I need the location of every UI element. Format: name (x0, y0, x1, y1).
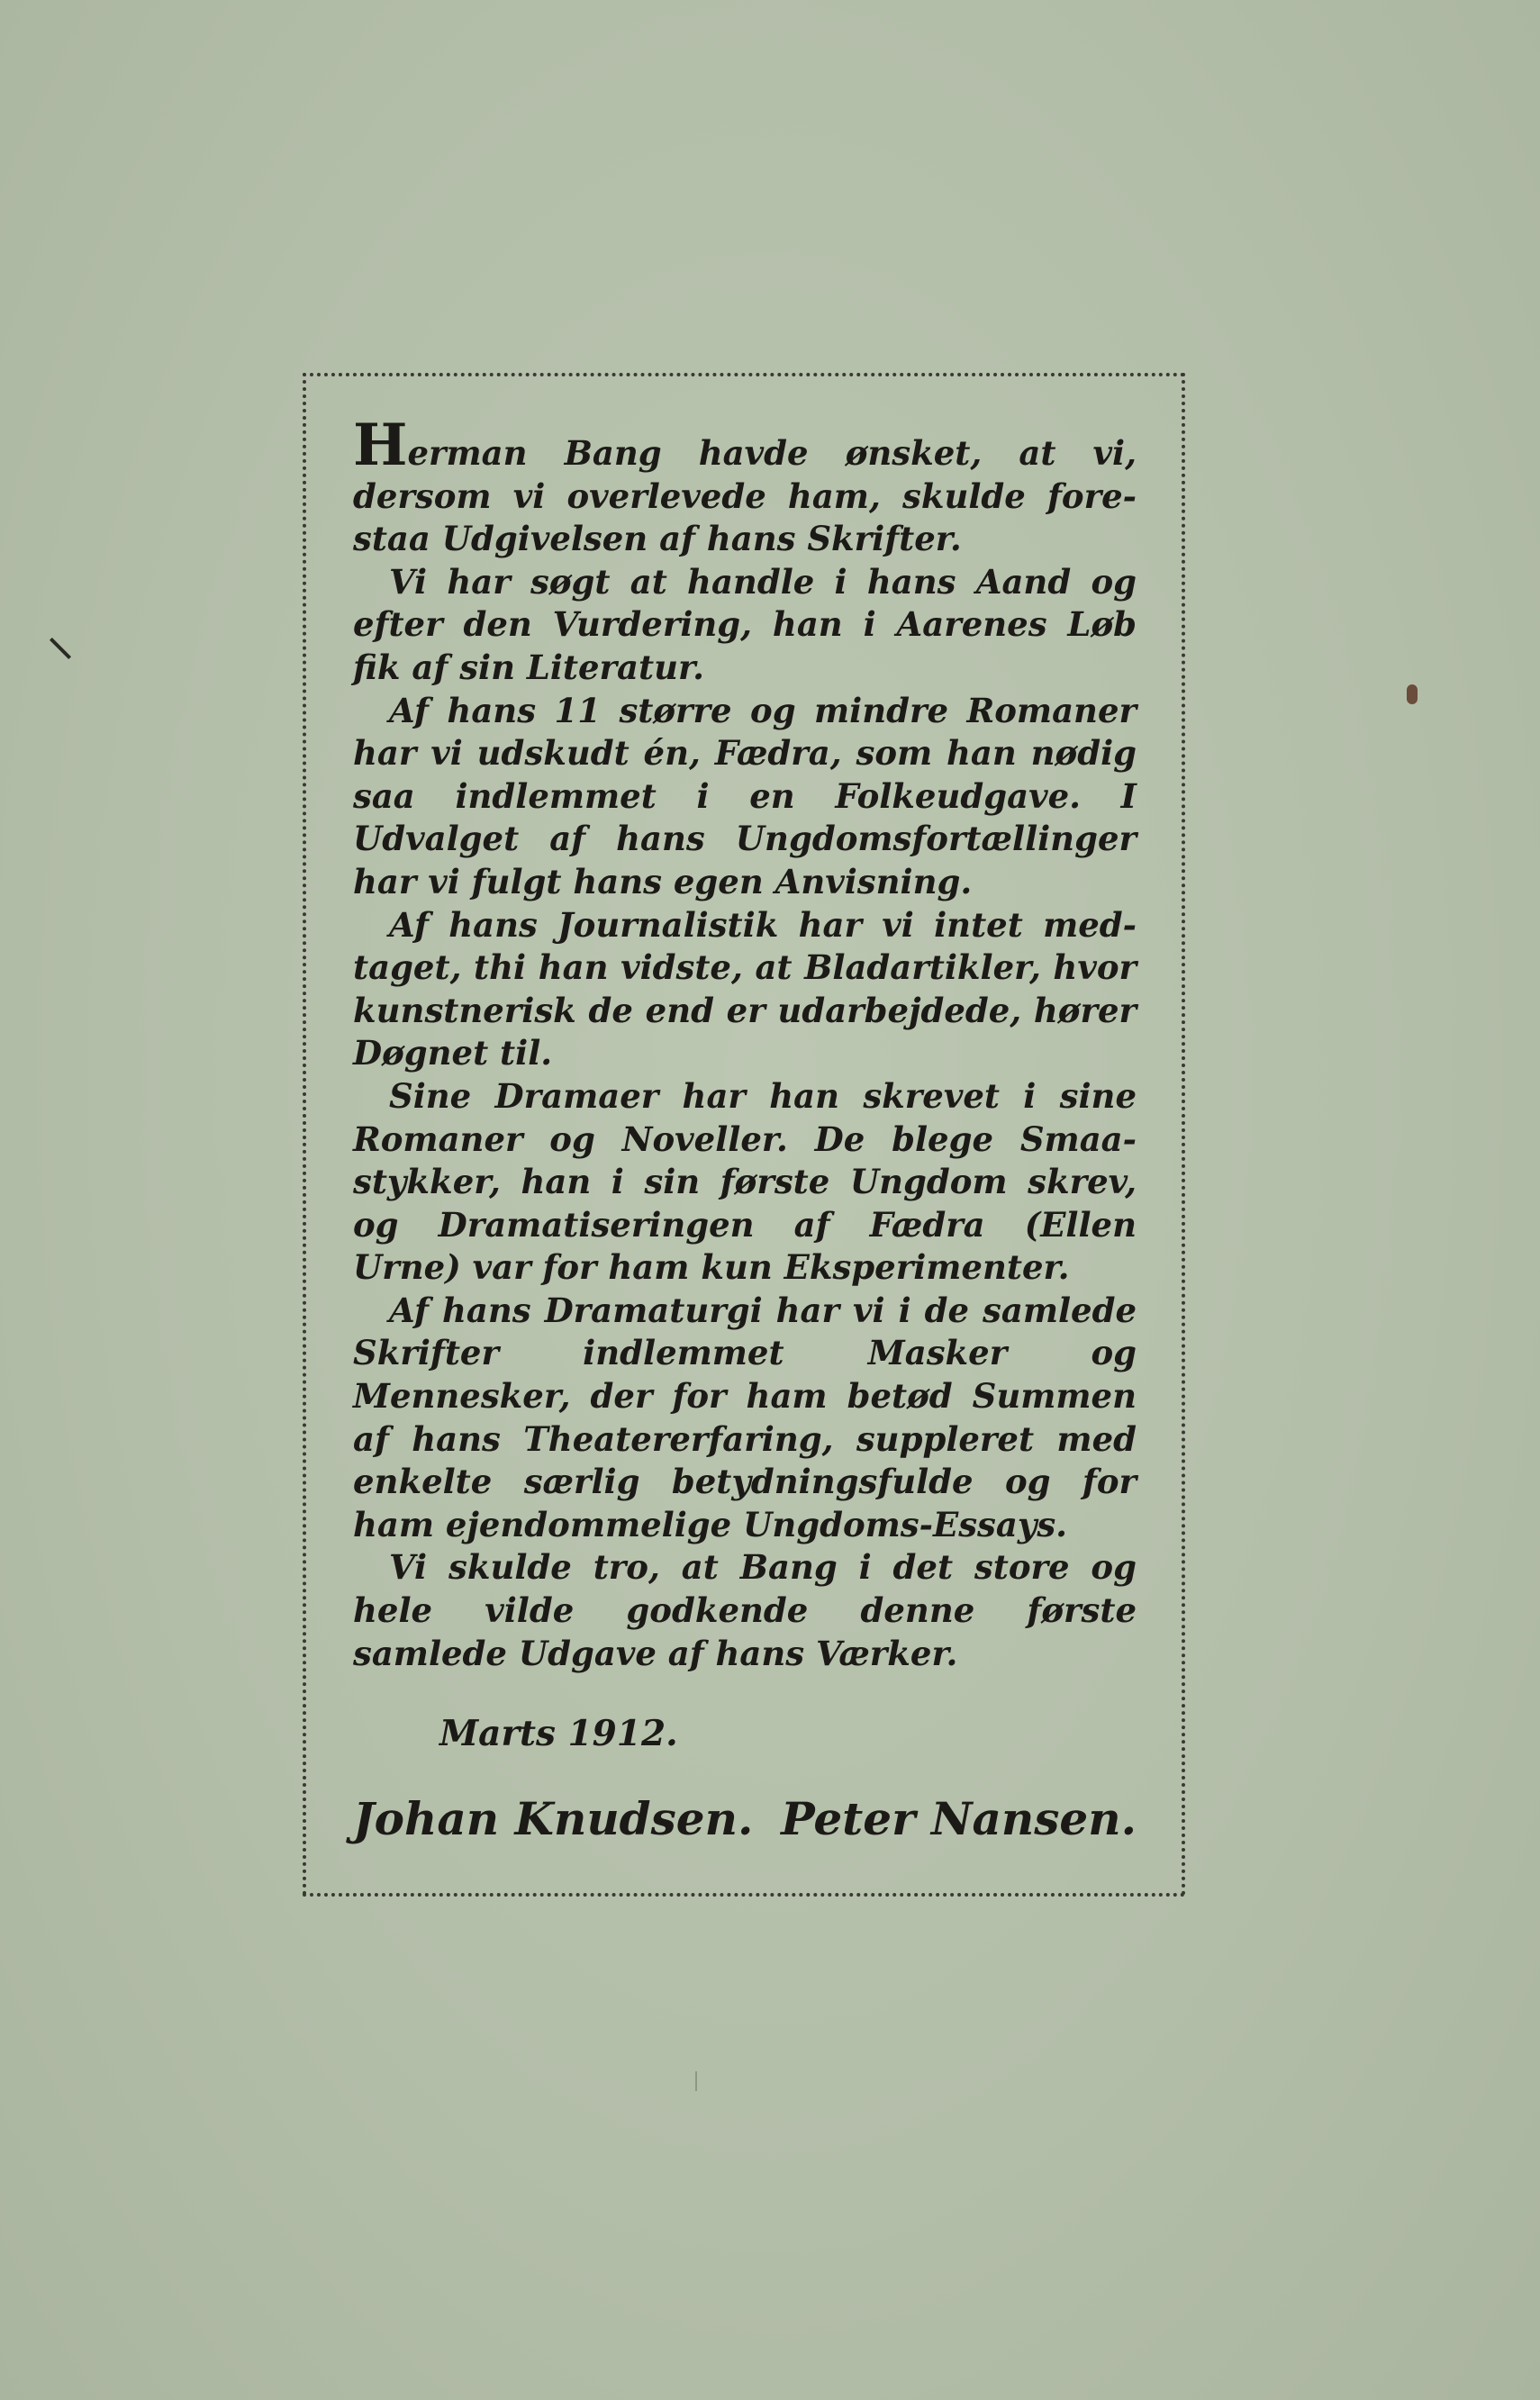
paragraph-romaner: Af hans 11 større og mindre Romaner har vi udskudt én, Fædra, som han nødig saa indlemmet i en Folkeudgave. I Udvalget af hans Ungdomsfortællinger har vi fulgt hans egen Anvisning. (353, 690, 1137, 901)
paragraph-dramaturgi: Af hans Dramaturgi har vi i de samlede Skrifter indlemmet Masker og Mennesker, der for ham betød Summen af hans Theatererfaring, suppleret med enkelte særlig betydningsfulde og for ham ejendommelige Ungdoms-Essays. (353, 1290, 1137, 1544)
paragraph-aand: Vi har søgt at handle i hans Aand og efter den Vurdering, han i Aarenes Løb fik af sin Literatur. (353, 561, 1137, 687)
preface-text (353, 412, 1137, 1675)
stray-mark-left (50, 638, 71, 659)
paragraph-dramaer: Sine Dramaer har han skrevet i sine Romaner og Noveller. De blege Smaastykker, han i sin første Ungdom skrev, og Dramatiseringen af Fædra (Ellen Urne) var for ham kun Eksperimenter. (353, 1075, 1137, 1288)
stray-hair-mark (695, 2071, 697, 2091)
paragraph-intro: Herman Bang havde ønsket, at vi, dersom vi overlevede ham, skulde forestaa Udgivelsen af hans Skrifter. (353, 412, 1137, 559)
paragraph-closing: Vi skulde tro, at Bang i det store og hele vilde godkende denne første samlede Udgave af hans Værker. (353, 1547, 1137, 1673)
paragraph-journalistik: Af hans Journalistik har vi intet medtaget, thi han vidste, at Bladartikler, hvor kunstnerisk de end er udarbejdede, hører Døgnet til. (353, 904, 1137, 1073)
date-line: Marts 1912. (439, 1713, 678, 1754)
stain-spot-right (1407, 684, 1418, 704)
signature-peter-nansen: Peter Nansen. (781, 1792, 1137, 1845)
signature-johan-knudsen: Johan Knudsen. (353, 1792, 754, 1845)
signature-line (353, 1792, 1137, 1846)
